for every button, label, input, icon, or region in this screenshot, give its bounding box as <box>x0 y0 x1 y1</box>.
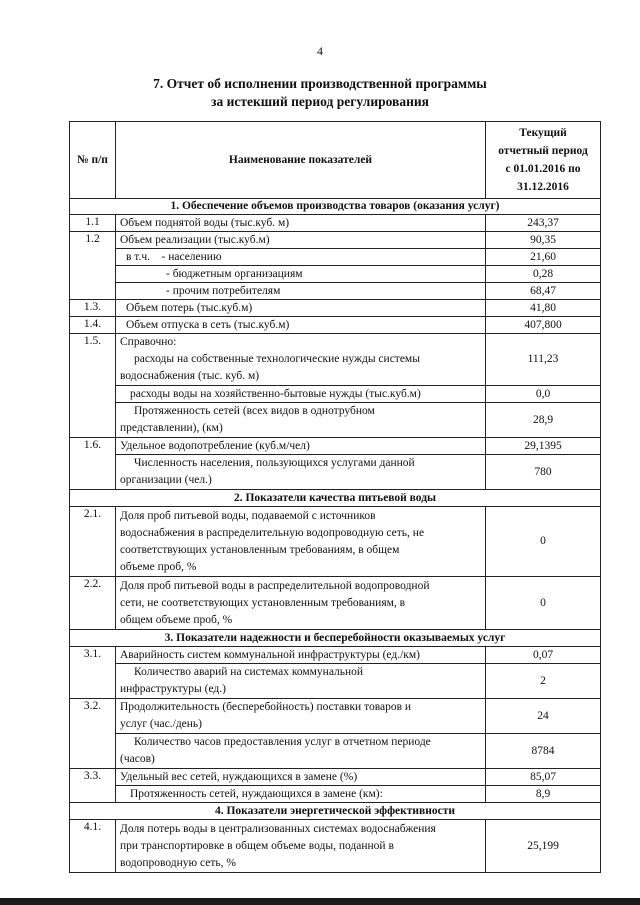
table-row <box>70 266 601 283</box>
row-value: 8784 <box>486 734 601 769</box>
row-name <box>116 577 486 630</box>
row-name: Объем отпуска в сеть (тыс.куб.м) <box>116 317 486 334</box>
row-value: 41,80 <box>486 300 601 317</box>
row-name: Аварийность систем коммунальной инфраструктуры (ед./км) <box>116 647 486 664</box>
row-name-line: общем объеме проб, % <box>120 613 233 626</box>
table-row <box>70 438 601 455</box>
row-value: 0 <box>486 577 601 630</box>
table-row <box>70 334 601 386</box>
row-num: 2.1. <box>70 507 116 577</box>
header-period-l1: Текущий <box>519 127 567 139</box>
row-value: 90,35 <box>486 232 601 249</box>
row-value: 21,60 <box>486 249 601 266</box>
section-row <box>70 803 601 820</box>
row-name-line: сети, не соответствующих установленным требованиям, в <box>120 596 406 609</box>
row-name: Протяженность сетей, нуждающихся в замене (км): <box>116 786 486 803</box>
section-row <box>70 490 601 507</box>
header-name: Наименование показателей <box>116 122 486 199</box>
row-num: 3.2. <box>70 699 116 769</box>
header-period-l4: 31.12.2016 <box>517 181 569 193</box>
table-row <box>70 786 601 803</box>
row-value: 0 <box>486 507 601 577</box>
page-number: 4 <box>317 44 323 58</box>
row-value: 111,23 <box>486 334 601 386</box>
row-value: 29,1395 <box>486 438 601 455</box>
section-2-title: 2. Показатели качества питьевой воды <box>70 490 601 507</box>
row-num: 4.1. <box>70 820 116 873</box>
row-name-line: объеме проб, % <box>120 560 197 573</box>
row-num: 3.3. <box>70 769 116 803</box>
row-name: Объем потерь (тыс.куб.м) <box>116 300 486 317</box>
header-period-l2: отчетный период <box>498 145 588 157</box>
scan-bottom-edge <box>0 898 640 905</box>
row-name-line: Продолжительность (бесперебойность) поставки товаров и <box>120 701 412 713</box>
row-name: - бюджетным организациям <box>116 266 486 283</box>
row-value: 68,47 <box>486 283 601 300</box>
row-value: 8,9 <box>486 786 601 803</box>
row-value: 85,07 <box>486 769 601 786</box>
row-value: 407,800 <box>486 317 601 334</box>
row-value: 0,0 <box>486 386 601 403</box>
row-name <box>116 507 486 577</box>
header-num: № п/п <box>70 122 116 199</box>
row-name: Объем поднятой воды (тыс.куб. м) <box>116 215 486 232</box>
row-num: 2.2. <box>70 577 116 630</box>
row-value: 780 <box>486 455 601 490</box>
table-row <box>70 820 601 873</box>
row-name <box>116 699 486 734</box>
report-table <box>69 121 601 873</box>
row-value: 243,37 <box>486 215 601 232</box>
row-num: 1.1 <box>70 215 116 232</box>
table-row <box>70 232 601 249</box>
row-name <box>116 334 486 386</box>
table-row <box>70 215 601 232</box>
table-row <box>70 577 601 630</box>
row-value: 25,199 <box>486 820 601 873</box>
row-value: 24 <box>486 699 601 734</box>
title-line-1: 7. Отчет об исполнении производственной программы <box>153 76 487 91</box>
row-name-line: водоснабжения (тыс. куб. м) <box>120 370 260 382</box>
row-name-line: Количество часов предоставления услуг в отчетном периоде <box>134 736 431 748</box>
table-row <box>70 249 601 266</box>
row-name-line: инфраструктуры (ед.) <box>120 683 226 695</box>
section-3-title: 3. Показатели надежности и бесперебойности оказываемых услуг <box>70 630 601 647</box>
table-row <box>70 647 601 664</box>
row-num: 1.2 <box>70 232 116 300</box>
header-period <box>486 122 601 199</box>
row-name-line: представлении), (км) <box>120 422 223 434</box>
row-name-line: услуг (час./день) <box>120 718 203 730</box>
section-row <box>70 630 601 647</box>
table-row <box>70 734 601 769</box>
row-num: 1.6. <box>70 438 116 490</box>
table-row <box>70 386 601 403</box>
row-name-line: Протяженность сетей (всех видов в однотрубном <box>134 405 375 417</box>
row-name <box>116 734 486 769</box>
section-1-title: 1. Обеспечение объемов производства товаров (оказания услуг) <box>70 199 601 215</box>
row-name-line: организации (чел.) <box>120 474 212 486</box>
row-value: 0,28 <box>486 266 601 283</box>
row-name-line: водоснабжения в распределительную водопроводную сеть, не <box>120 526 425 539</box>
row-name <box>116 664 486 699</box>
row-name: Удельный вес сетей, нуждающихся в замене (%) <box>116 769 486 786</box>
row-num: 1.4. <box>70 317 116 334</box>
row-num: 1.5. <box>70 334 116 438</box>
table-row <box>70 283 601 300</box>
row-name-line: (часов) <box>120 753 155 765</box>
section-4-title: 4. Показатели энергетической эффективности <box>70 803 601 820</box>
row-name <box>116 455 486 490</box>
row-name: в т.ч. - населению <box>116 249 486 266</box>
row-value: 2 <box>486 664 601 699</box>
row-num: 1.3. <box>70 300 116 317</box>
title-line-2: за истекший период регулирования <box>211 94 429 109</box>
row-num: 3.1. <box>70 647 116 699</box>
table-row <box>70 769 601 786</box>
header-row <box>70 122 601 199</box>
row-name <box>116 403 486 438</box>
table-row <box>70 699 601 734</box>
table-row <box>70 300 601 317</box>
table-row <box>70 507 601 577</box>
row-name-line: Справочно: <box>120 336 177 348</box>
row-name-line: Численность населения, пользующихся услугами данной <box>134 457 415 469</box>
row-value: 0,07 <box>486 647 601 664</box>
row-name-line: расходы на собственные технологические нужды системы <box>134 353 420 365</box>
page-title <box>0 75 640 111</box>
table-row <box>70 455 601 490</box>
header-period-l3: с 01.01.2016 по <box>505 163 581 175</box>
row-name: расходы воды на хозяйственно-бытовые нужды (тыс.куб.м) <box>116 386 486 403</box>
row-name-line: Доля потерь воды в централизованных системах водоснабжения <box>120 822 436 835</box>
table-row <box>70 317 601 334</box>
row-name: Удельное водопотребление (куб.м/чел) <box>116 438 486 455</box>
row-value: 28,9 <box>486 403 601 438</box>
row-name-line: Доля проб питьевой воды, подаваемой с источников <box>120 509 376 522</box>
table-row <box>70 664 601 699</box>
row-name-line: соответствующих установленным требованиям, в общем <box>120 543 400 556</box>
row-name-line: Количество аварий на системах коммунальной <box>134 666 364 678</box>
row-name: Объем реализации (тыс.куб.м) <box>116 232 486 249</box>
row-name <box>116 820 486 873</box>
row-name: - прочим потребителям <box>116 283 486 300</box>
section-row <box>70 199 601 215</box>
table-row <box>70 403 601 438</box>
row-name-line: водопроводную сеть, % <box>120 856 236 869</box>
row-name-line: при транспортировке в общем объеме воды, поданной в <box>120 839 394 852</box>
row-name-line: Доля проб питьевой воды в распределительной водопроводной <box>120 579 430 592</box>
